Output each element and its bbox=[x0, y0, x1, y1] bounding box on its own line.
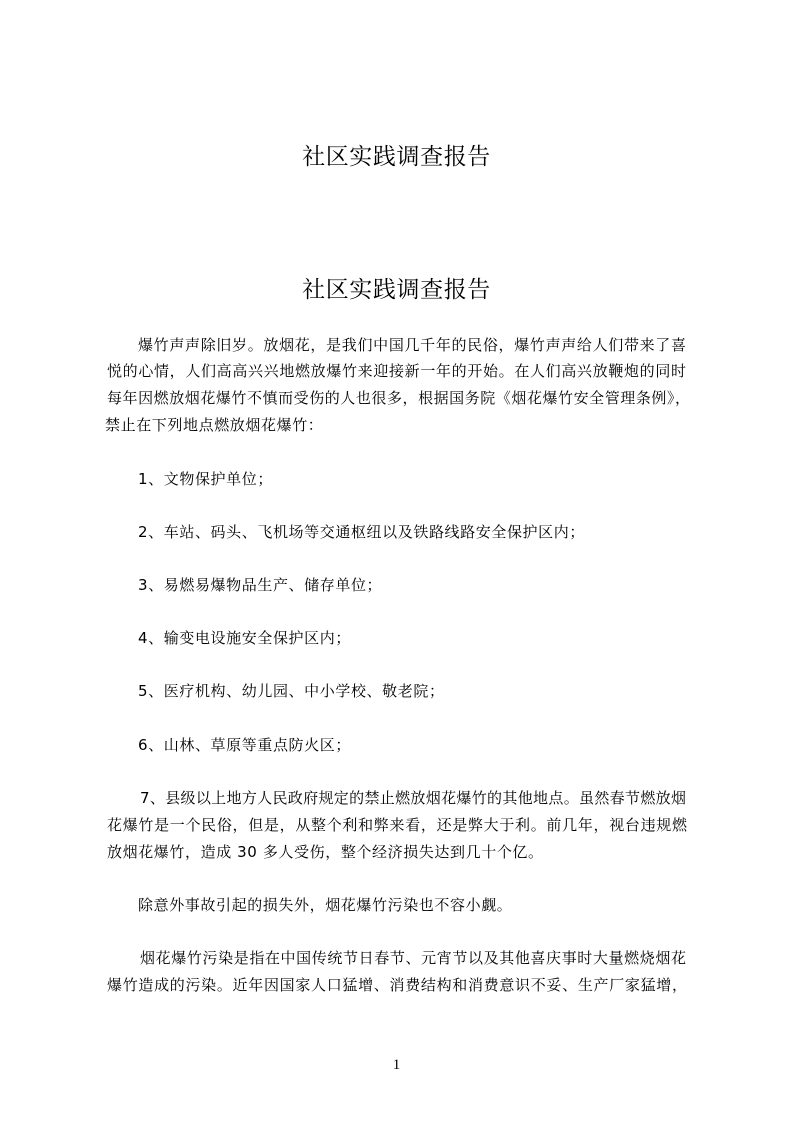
list-item: 6、山林、草原等重点防火区； bbox=[138, 736, 351, 754]
list-item: 1、文物保护单位； bbox=[138, 470, 273, 488]
item7-line: 花爆竹是一个民俗，但是，从整个利和弊来看，还是弊大于利。前几年，视台违规燃 bbox=[107, 816, 687, 834]
report-title: 社区实践调查报告 bbox=[302, 277, 491, 303]
intro-line: 禁止在下列地点燃放烟花爆竹： bbox=[105, 416, 324, 434]
pollution-line: 爆竹造成的污染。近年因国家人口猛增、消费结构和消费意识不妥、生产厂家猛增， bbox=[107, 976, 687, 994]
list-item: 5、医疗机构、幼儿园、中小学校、敬老院； bbox=[138, 682, 445, 700]
list-item: 4、输变电设施安全保护区内； bbox=[138, 629, 351, 647]
intro-line: 每年因燃放烟花爆竹不慎而受伤的人也很多，根据国务院《烟花爆竹安全管理条例》， bbox=[107, 389, 690, 407]
intro-line: 悦的心情，人们高高兴兴地燃放爆竹来迎接新一年的开始。在人们高兴放鞭炮的同时 bbox=[107, 362, 686, 380]
loss-paragraph: 除意外事故引起的损失外，烟花爆竹污染也不容小觑。 bbox=[138, 896, 513, 914]
list-item: 2、车站、码头、飞机场等交通枢纽以及铁路线路安全保护区内； bbox=[138, 523, 585, 541]
item7-line: 7、县级以上地方人民政府规定的禁止燃放烟花爆竹的其他地点。虽然春节燃放烟 bbox=[140, 789, 686, 807]
item7-line: 放烟花爆竹，造成 30 多人受伤，整个经济损失达到几十个亿。 bbox=[107, 843, 544, 861]
cover-title: 社区实践调查报告 bbox=[302, 144, 491, 170]
pollution-line: 烟花爆竹污染是指在中国传统节日春节、元宵节以及其他喜庆事时大量燃烧烟花 bbox=[140, 949, 686, 967]
page-number: 1 bbox=[392, 1057, 401, 1073]
list-item: 3、易燃易爆物品生产、储存单位； bbox=[138, 576, 383, 594]
intro-line: 爆竹声声除旧岁。放烟花，是我们中国几千年的民俗，爆竹声声给人们带来了喜 bbox=[138, 336, 686, 354]
